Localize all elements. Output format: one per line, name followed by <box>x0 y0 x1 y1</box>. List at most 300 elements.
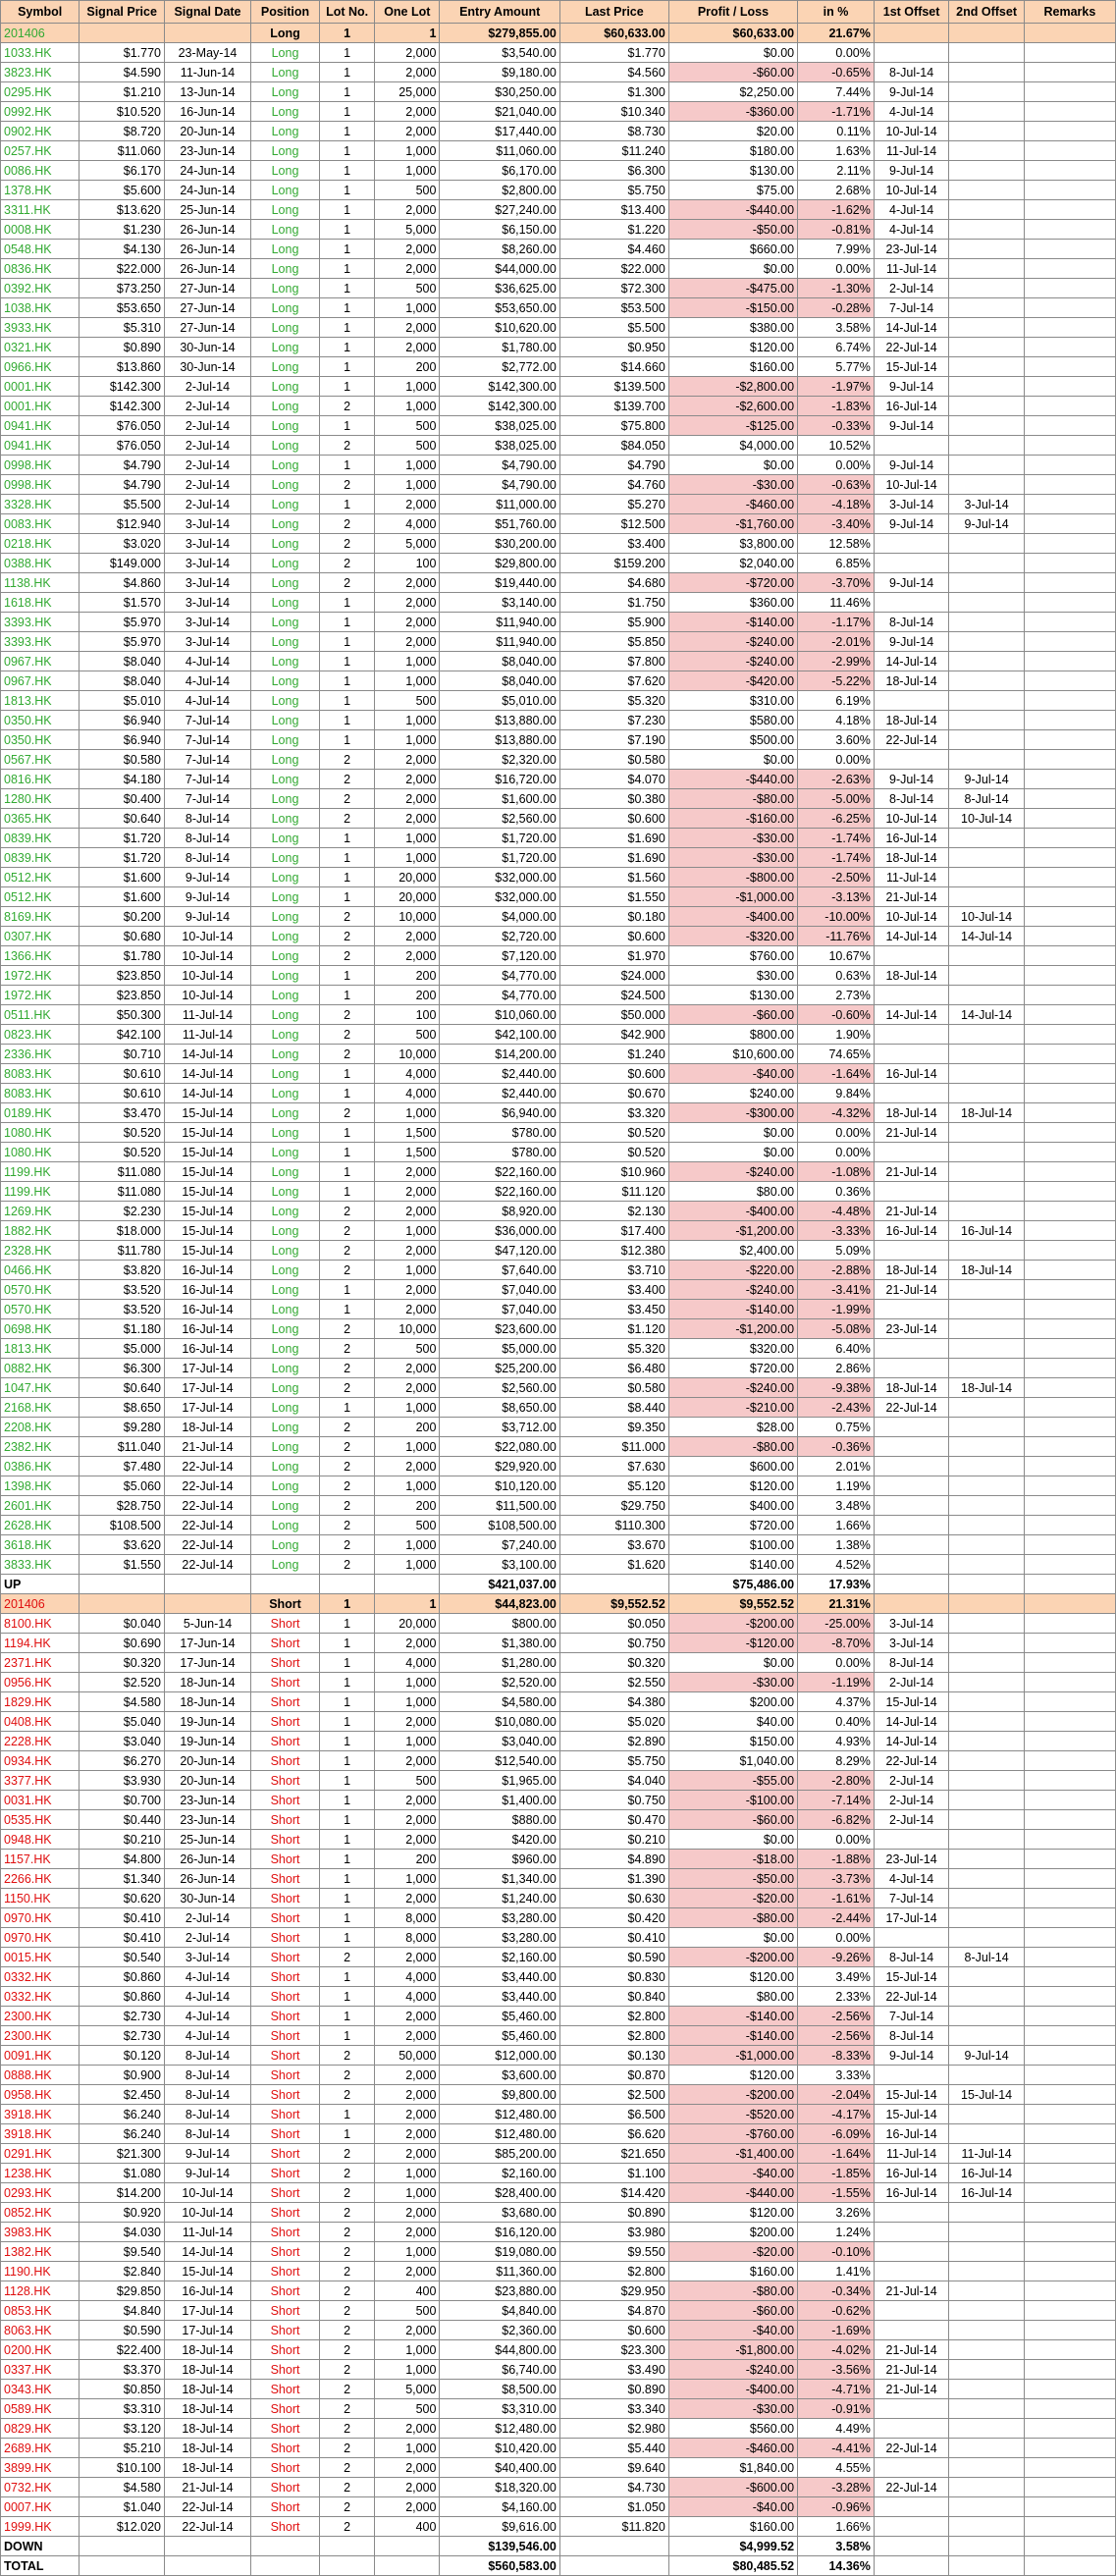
cell-signal-date: 3-Jul-14 <box>165 573 251 593</box>
cell-first-offset: 8-Jul-14 <box>874 613 948 632</box>
cell-signal-date: 22-Jul-14 <box>165 1535 251 1555</box>
cell-last-price: $0.600 <box>559 1064 668 1084</box>
cell-second-offset: 9-Jul-14 <box>949 514 1024 534</box>
cell-position: Long <box>250 43 319 63</box>
cell-last-price: $2.550 <box>559 1673 668 1692</box>
cell-signal-price: $1.080 <box>80 2164 165 2183</box>
cell-in-percent: 21.31% <box>798 1594 875 1614</box>
cell-lot-no: 1 <box>320 632 375 652</box>
cell-one-lot: 2,000 <box>375 750 440 770</box>
cell-entry-amount: $1,400.00 <box>440 1791 559 1810</box>
cell-first-offset <box>874 2203 948 2223</box>
cell-entry-amount: $16,720.00 <box>440 770 559 789</box>
cell-in-percent: 0.00% <box>798 1830 875 1850</box>
table-row <box>1 2497 1116 2517</box>
table-row <box>1 2046 1116 2066</box>
cell-symbol: 0570.HK <box>1 1280 80 1300</box>
table-row <box>1 1496 1116 1516</box>
cell-symbol: 0948.HK <box>1 1830 80 1850</box>
table-row <box>1 789 1116 809</box>
cell-remarks <box>1024 2046 1115 2066</box>
cell-entry-amount: $1,280.00 <box>440 1653 559 1673</box>
cell-second-offset <box>949 63 1024 82</box>
cell-profit-loss: -$420.00 <box>668 671 797 691</box>
cell-second-offset <box>949 691 1024 711</box>
cell-lot-no: 1 <box>320 240 375 259</box>
cell-signal-date: 11-Jul-14 <box>165 2223 251 2242</box>
cell-last-price: $5.900 <box>559 613 668 632</box>
cell-position: Short <box>250 1594 319 1614</box>
cell-signal-date: 7-Jul-14 <box>165 770 251 789</box>
cell-last-price: $1.100 <box>559 2164 668 2183</box>
cell-lot-no: 2 <box>320 1202 375 1221</box>
cell-second-offset: 11-Jul-14 <box>949 2144 1024 2164</box>
cell-entry-amount: $2,772.00 <box>440 357 559 377</box>
cell-position: Long <box>250 613 319 632</box>
cell-position: Short <box>250 2105 319 2124</box>
cell-signal-price: $0.900 <box>80 2066 165 2085</box>
cell-signal-date: 11-Jun-14 <box>165 63 251 82</box>
cell-position: Long <box>250 200 319 220</box>
cell-one-lot: 400 <box>375 2517 440 2537</box>
cell-one-lot: 2,000 <box>375 2497 440 2517</box>
cell-last-price: $0.180 <box>559 907 668 927</box>
cell-second-offset <box>949 1025 1024 1045</box>
table-row <box>1 554 1116 573</box>
cell-signal-price: $0.210 <box>80 1830 165 1850</box>
cell-symbol: 201406 <box>1 24 80 43</box>
cell-in-percent: 5.09% <box>798 1241 875 1261</box>
cell-in-percent: 1.19% <box>798 1476 875 1496</box>
cell-second-offset <box>949 671 1024 691</box>
cell-second-offset <box>949 1967 1024 1987</box>
cell-signal-date: 27-Jun-14 <box>165 279 251 298</box>
cell-remarks <box>1024 1261 1115 1280</box>
cell-second-offset <box>949 1084 1024 1103</box>
cell-entry-amount: $23,880.00 <box>440 2281 559 2301</box>
cell-last-price: $10.340 <box>559 102 668 122</box>
table-row <box>1 298 1116 318</box>
cell-remarks <box>1024 2203 1115 2223</box>
cell-position: Long <box>250 1339 319 1359</box>
cell-symbol: 0257.HK <box>1 141 80 161</box>
cell-symbol: 0295.HK <box>1 82 80 102</box>
cell-signal-price: $5.040 <box>80 1712 165 1732</box>
cell-remarks <box>1024 809 1115 829</box>
table-row <box>1 1732 1116 1751</box>
cell-signal-date: 9-Jul-14 <box>165 2144 251 2164</box>
cell-symbol: 0466.HK <box>1 1261 80 1280</box>
cell-second-offset <box>949 2066 1024 2085</box>
cell-remarks <box>1024 1751 1115 1771</box>
cell-first-offset: 11-Jul-14 <box>874 259 948 279</box>
cell-in-percent: -2.04% <box>798 2085 875 2105</box>
cell-second-offset <box>949 2458 1024 2478</box>
cell-position: Long <box>250 495 319 514</box>
cell-remarks <box>1024 1967 1115 1987</box>
table-row <box>1 1162 1116 1182</box>
cell-entry-amount: $27,240.00 <box>440 200 559 220</box>
cell-first-offset <box>874 1437 948 1457</box>
cell-first-offset: 7-Jul-14 <box>874 1889 948 1908</box>
cell-one-lot: 2,000 <box>375 1300 440 1319</box>
cell-last-price: $0.830 <box>559 1967 668 1987</box>
cell-lot-no: 1 <box>320 181 375 200</box>
cell-last-price: $3.400 <box>559 1280 668 1300</box>
cell-last-price: $3.320 <box>559 1103 668 1123</box>
cell-second-offset <box>949 240 1024 259</box>
cell-lot-no: 1 <box>320 1908 375 1928</box>
cell-first-offset <box>874 2399 948 2419</box>
cell-first-offset: 14-Jul-14 <box>874 652 948 671</box>
cell-last-price: $50.000 <box>559 1005 668 1025</box>
cell-symbol: 0512.HK <box>1 868 80 887</box>
cell-one-lot: 200 <box>375 1496 440 1516</box>
cell-one-lot: 1,000 <box>375 141 440 161</box>
cell-first-offset: 4-Jul-14 <box>874 102 948 122</box>
cell-symbol: 2208.HK <box>1 1418 80 1437</box>
cell-signal-date: 15-Jul-14 <box>165 1123 251 1143</box>
cell-profit-loss: $200.00 <box>668 2223 797 2242</box>
cell-one-lot: 2,000 <box>375 1791 440 1810</box>
cell-second-offset <box>949 181 1024 200</box>
table-row <box>1 102 1116 122</box>
cell-first-offset: 7-Jul-14 <box>874 2007 948 2026</box>
cell-one-lot: 1,000 <box>375 1535 440 1555</box>
table-row <box>1 1103 1116 1123</box>
cell-lot-no: 2 <box>320 514 375 534</box>
cell-in-percent: -5.08% <box>798 1319 875 1339</box>
cell-lot-no: 1 <box>320 416 375 436</box>
cell-signal-date: 9-Jul-14 <box>165 868 251 887</box>
col-header-signal-date: Signal Date <box>165 1 251 24</box>
cell-symbol: 0902.HK <box>1 122 80 141</box>
cell-position: Long <box>250 1280 319 1300</box>
cell-signal-price: $11.780 <box>80 1241 165 1261</box>
cell-signal-price: $1.770 <box>80 43 165 63</box>
table-row <box>1 2321 1116 2340</box>
cell-entry-amount: $1,780.00 <box>440 338 559 357</box>
cell-profit-loss: $10,600.00 <box>668 1045 797 1064</box>
cell-lot-no: 1 <box>320 1084 375 1103</box>
cell-one-lot: 2,000 <box>375 2124 440 2144</box>
cell-entry-amount: $22,160.00 <box>440 1162 559 1182</box>
cell-last-price: $0.950 <box>559 338 668 357</box>
cell-position: Long <box>250 24 319 43</box>
cell-entry-amount: $3,140.00 <box>440 593 559 613</box>
cell-signal-price: $6.240 <box>80 2124 165 2144</box>
cell-remarks <box>1024 298 1115 318</box>
cell-second-offset <box>949 711 1024 730</box>
cell-entry-amount: $53,650.00 <box>440 298 559 318</box>
cell-second-offset <box>949 1928 1024 1948</box>
cell-one-lot: 2,000 <box>375 946 440 966</box>
cell-symbol: 2228.HK <box>1 1732 80 1751</box>
cell-one-lot: 2,000 <box>375 1359 440 1378</box>
cell-one-lot: 2,000 <box>375 240 440 259</box>
cell-profit-loss: $80.00 <box>668 1182 797 1202</box>
cell-first-offset <box>874 1928 948 1948</box>
cell-remarks <box>1024 593 1115 613</box>
cell-position: Short <box>250 1830 319 1850</box>
cell-signal-price: $0.440 <box>80 1810 165 1830</box>
cell-profit-loss: $320.00 <box>668 1339 797 1359</box>
cell-signal-date: 26-Jun-14 <box>165 259 251 279</box>
cell-signal-price <box>80 2537 165 2556</box>
cell-in-percent: 1.90% <box>798 1025 875 1045</box>
cell-profit-loss: $160.00 <box>668 2262 797 2281</box>
cell-one-lot: 50,000 <box>375 2046 440 2066</box>
cell-signal-price: $5.500 <box>80 495 165 514</box>
cell-profit-loss: -$200.00 <box>668 1614 797 1634</box>
cell-second-offset <box>949 1476 1024 1496</box>
cell-profit-loss: -$475.00 <box>668 279 797 298</box>
cell-lot-no: 1 <box>320 652 375 671</box>
cell-entry-amount: $3,600.00 <box>440 2066 559 2085</box>
cell-profit-loss: -$460.00 <box>668 2439 797 2458</box>
cell-remarks <box>1024 1280 1115 1300</box>
cell-lot-no: 2 <box>320 2497 375 2517</box>
cell-first-offset: 16-Jul-14 <box>874 2124 948 2144</box>
cell-one-lot: 1,000 <box>375 1673 440 1692</box>
cell-one-lot: 1,000 <box>375 1869 440 1889</box>
cell-last-price: $9.550 <box>559 2242 668 2262</box>
cell-symbol: 0392.HK <box>1 279 80 298</box>
cell-lot-no: 1 <box>320 1634 375 1653</box>
cell-remarks <box>1024 240 1115 259</box>
cell-entry-amount: $2,800.00 <box>440 181 559 200</box>
cell-second-offset <box>949 1437 1024 1457</box>
cell-signal-price: $28.750 <box>80 1496 165 1516</box>
cell-symbol: 0350.HK <box>1 711 80 730</box>
cell-position: Short <box>250 2478 319 2497</box>
cell-profit-loss: $2,040.00 <box>668 554 797 573</box>
cell-position: Long <box>250 357 319 377</box>
cell-entry-amount: $10,120.00 <box>440 1476 559 1496</box>
cell-signal-date: 3-Jul-14 <box>165 632 251 652</box>
cell-remarks <box>1024 2242 1115 2262</box>
cell-entry-amount: $9,180.00 <box>440 63 559 82</box>
table-row <box>1 750 1116 770</box>
cell-signal-date: 2-Jul-14 <box>165 1928 251 1948</box>
cell-lot-no: 2 <box>320 2478 375 2497</box>
cell-profit-loss: $75.00 <box>668 181 797 200</box>
cell-signal-date: 30-Jun-14 <box>165 1889 251 1908</box>
cell-position: Short <box>250 1869 319 1889</box>
cell-one-lot: 2,000 <box>375 2478 440 2497</box>
cell-one-lot: 2,000 <box>375 573 440 593</box>
cell-profit-loss: $0.00 <box>668 456 797 475</box>
cell-profit-loss: $0.00 <box>668 1123 797 1143</box>
cell-signal-date: 18-Jul-14 <box>165 2419 251 2439</box>
cell-second-offset <box>949 298 1024 318</box>
cell-remarks <box>1024 475 1115 495</box>
cell-second-offset <box>949 1751 1024 1771</box>
cell-last-price: $5.270 <box>559 495 668 514</box>
cell-last-price: $7.190 <box>559 730 668 750</box>
cell-profit-loss: $28.00 <box>668 1418 797 1437</box>
cell-profit-loss: -$800.00 <box>668 868 797 887</box>
table-row <box>1 1928 1116 1948</box>
cell-signal-price: $10.100 <box>80 2458 165 2478</box>
table-row <box>1 1712 1116 1732</box>
cell-second-offset <box>949 2262 1024 2281</box>
cell-signal-price: $8.040 <box>80 671 165 691</box>
cell-in-percent: 14.36% <box>798 2556 875 2576</box>
cell-signal-price: $76.050 <box>80 436 165 456</box>
cell-lot-no: 1 <box>320 671 375 691</box>
table-row <box>1 1241 1116 1261</box>
cell-second-offset <box>949 2380 1024 2399</box>
cell-profit-loss: -$40.00 <box>668 2497 797 2517</box>
cell-signal-date: 7-Jul-14 <box>165 730 251 750</box>
table-row <box>1 436 1116 456</box>
cell-first-offset <box>874 436 948 456</box>
cell-lot-no: 1 <box>320 1967 375 1987</box>
cell-remarks <box>1024 730 1115 750</box>
cell-lot-no: 1 <box>320 279 375 298</box>
cell-symbol: 201406 <box>1 1594 80 1614</box>
table-row <box>1 1476 1116 1496</box>
cell-second-offset <box>949 652 1024 671</box>
cell-entry-amount: $8,040.00 <box>440 652 559 671</box>
cell-profit-loss: -$30.00 <box>668 1673 797 1692</box>
cell-second-offset <box>949 416 1024 436</box>
cell-remarks <box>1024 338 1115 357</box>
cell-last-price: $4.760 <box>559 475 668 495</box>
cell-symbol: 1829.HK <box>1 1692 80 1712</box>
cell-in-percent: -3.33% <box>798 1221 875 1241</box>
cell-position: Short <box>250 2340 319 2360</box>
cell-profit-loss: $360.00 <box>668 593 797 613</box>
cell-symbol: 1038.HK <box>1 298 80 318</box>
cell-position: Long <box>250 298 319 318</box>
cell-lot-no: 2 <box>320 1319 375 1339</box>
cell-second-offset <box>949 1359 1024 1378</box>
cell-entry-amount: $44,823.00 <box>440 1594 559 1614</box>
cell-one-lot: 2,000 <box>375 1457 440 1476</box>
cell-lot-no: 2 <box>320 1378 375 1398</box>
cell-position: Short <box>250 2380 319 2399</box>
cell-signal-price: $2.450 <box>80 2085 165 2105</box>
cell-first-offset: 21-Jul-14 <box>874 1162 948 1182</box>
cell-signal-date: 15-Jul-14 <box>165 1241 251 1261</box>
cell-entry-amount: $1,965.00 <box>440 1771 559 1791</box>
cell-in-percent: 3.58% <box>798 2537 875 2556</box>
cell-one-lot: 2,000 <box>375 2066 440 2085</box>
cell-remarks <box>1024 1908 1115 1928</box>
cell-position: Short <box>250 2262 319 2281</box>
cell-lot-no: 1 <box>320 848 375 868</box>
table-row <box>1 1771 1116 1791</box>
cell-profit-loss: $130.00 <box>668 161 797 181</box>
cell-last-price: $22.000 <box>559 259 668 279</box>
cell-profit-loss: $720.00 <box>668 1359 797 1378</box>
cell-profit-loss: -$2,800.00 <box>668 377 797 397</box>
cell-signal-date: 22-Jul-14 <box>165 1516 251 1535</box>
cell-last-price: $72.300 <box>559 279 668 298</box>
cell-profit-loss: -$520.00 <box>668 2105 797 2124</box>
cell-first-offset <box>874 2066 948 2085</box>
cell-lot-no: 1 <box>320 1712 375 1732</box>
cell-position: Long <box>250 1182 319 1202</box>
cell-last-price: $0.590 <box>559 1948 668 1967</box>
cell-remarks <box>1024 2399 1115 2419</box>
col-header-entry-amount: Entry Amount <box>440 1 559 24</box>
cell-in-percent: 1.66% <box>798 1516 875 1535</box>
cell-second-offset <box>949 632 1024 652</box>
cell-lot-no: 1 <box>320 102 375 122</box>
cell-in-percent: -1.30% <box>798 279 875 298</box>
col-header-in-percent: in % <box>798 1 875 24</box>
cell-in-percent: 6.74% <box>798 338 875 357</box>
cell-second-offset <box>949 1398 1024 1418</box>
cell-position: Long <box>250 946 319 966</box>
cell-profit-loss: -$400.00 <box>668 1202 797 1221</box>
cell-one-lot: 500 <box>375 691 440 711</box>
cell-first-offset: 2-Jul-14 <box>874 279 948 298</box>
table-row <box>1 2007 1116 2026</box>
cell-symbol: 1382.HK <box>1 2242 80 2262</box>
cell-one-lot: 200 <box>375 357 440 377</box>
table-row <box>1 2399 1116 2419</box>
cell-profit-loss: -$80.00 <box>668 1908 797 1928</box>
cell-first-offset <box>874 1143 948 1162</box>
cell-profit-loss: $160.00 <box>668 357 797 377</box>
col-header-signal-price: Signal Price <box>80 1 165 24</box>
cell-first-offset <box>874 1594 948 1614</box>
cell-last-price: $1.050 <box>559 2497 668 2517</box>
table-row <box>1 318 1116 338</box>
cell-second-offset <box>949 887 1024 907</box>
cell-second-offset <box>949 730 1024 750</box>
table-row <box>1 1398 1116 1418</box>
cell-lot-no: 1 <box>320 200 375 220</box>
section-total-row <box>1 2537 1116 2556</box>
cell-signal-price: $0.320 <box>80 1653 165 1673</box>
cell-signal-price: $3.040 <box>80 1732 165 1751</box>
cell-second-offset: 16-Jul-14 <box>949 2164 1024 2183</box>
cell-entry-amount: $8,650.00 <box>440 1398 559 1418</box>
cell-position: Short <box>250 1987 319 2007</box>
cell-signal-date: 17-Jun-14 <box>165 1634 251 1653</box>
cell-signal-price: $5.010 <box>80 691 165 711</box>
cell-signal-price: $0.610 <box>80 1084 165 1103</box>
cell-one-lot: 500 <box>375 436 440 456</box>
table-row <box>1 1653 1116 1673</box>
cell-first-offset: 17-Jul-14 <box>874 1908 948 1928</box>
cell-one-lot: 1,000 <box>375 1692 440 1712</box>
cell-one-lot: 5,000 <box>375 2380 440 2399</box>
cell-one-lot: 1,500 <box>375 1143 440 1162</box>
cell-lot-no: 1 <box>320 1064 375 1084</box>
table-row <box>1 1673 1116 1692</box>
cell-position: Short <box>250 2203 319 2223</box>
cell-signal-date: 2-Jul-14 <box>165 495 251 514</box>
cell-symbol: 0086.HK <box>1 161 80 181</box>
table-row <box>1 397 1116 416</box>
cell-last-price: $6.500 <box>559 2105 668 2124</box>
cell-position: Long <box>250 887 319 907</box>
cell-last-price: $9.640 <box>559 2458 668 2478</box>
table-row <box>1 809 1116 829</box>
cell-entry-amount: $6,170.00 <box>440 161 559 181</box>
cell-one-lot: 2,000 <box>375 122 440 141</box>
cell-entry-amount: $4,000.00 <box>440 907 559 927</box>
cell-second-offset: 9-Jul-14 <box>949 2046 1024 2066</box>
cell-second-offset <box>949 1634 1024 1653</box>
cell-remarks <box>1024 1398 1115 1418</box>
